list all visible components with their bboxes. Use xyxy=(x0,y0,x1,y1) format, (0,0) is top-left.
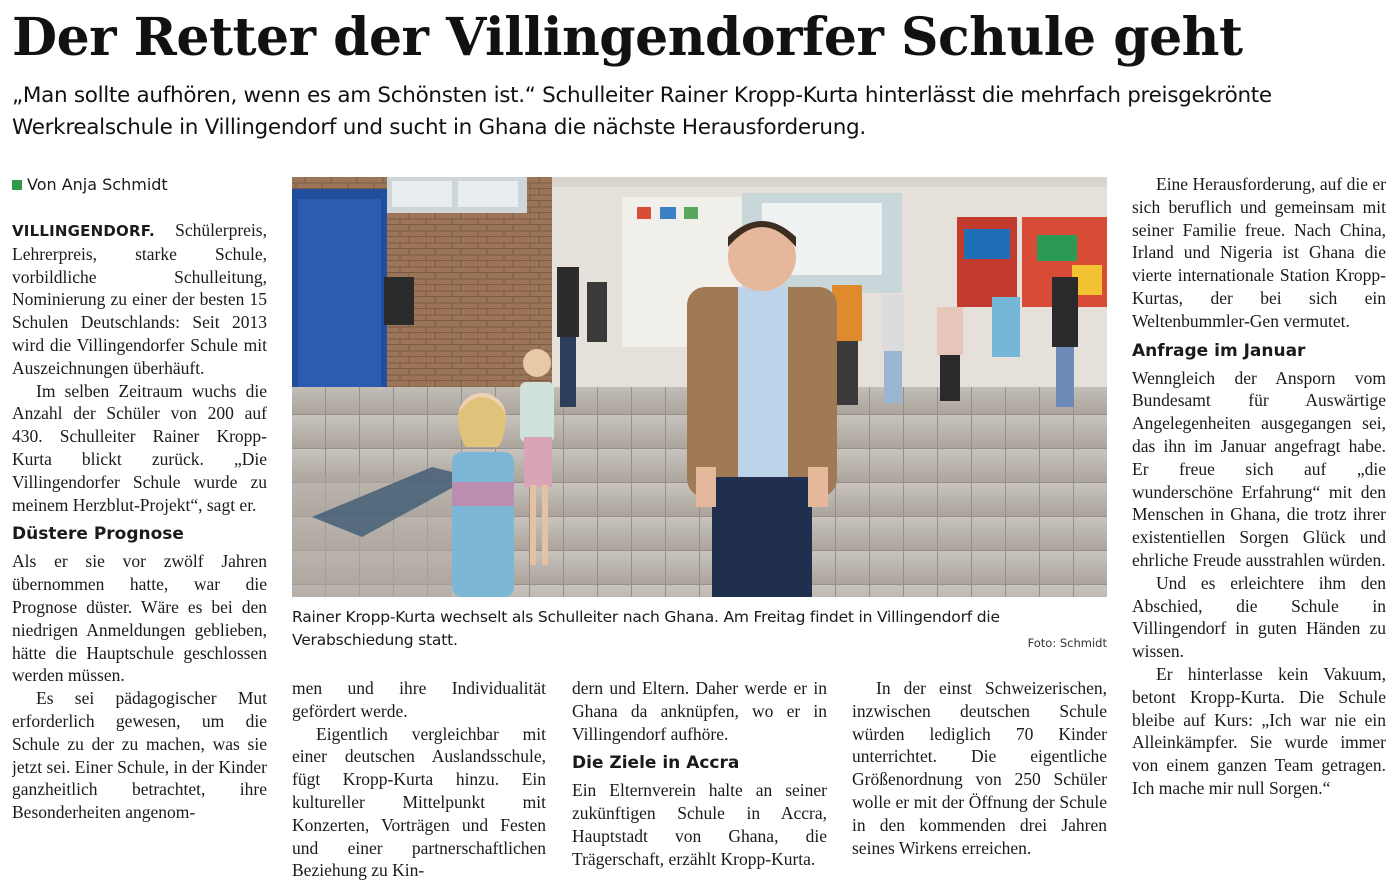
column-5 xyxy=(1132,173,1386,887)
col1-paragraph-2: Im selben Zeitraum wuchs die Anzahl der Schüler von 200 auf 430. Schulleiter Rainer Kropp-Kurta blickt zurück. „Die Villingendorfer Schule wurde zu meinem Herzblut-Projekt“, sagt er. xyxy=(12,380,267,515)
col1-paragraph-4: Es sei pädagogischer Mut erforderlich gewesen, um die Schule zu der zu machen, was sie jetzt sei. Einer Schule, in der Kinder ganzheitlich betrachtet, ihre Besonderheiten angenom- xyxy=(12,688,267,823)
col2-paragraph-2: Eigentlich vergleichbar mit einer deutschen Auslandsschule, fügt Kropp-Kurta hinzu. Ein kultureller Mittelpunkt mit Konzerten, Vorträgen und Festen und einer partnerschaftlichen Beziehung zu Kin- xyxy=(292,723,546,881)
subheading-die-ziele-in-accra: Die Ziele in Accra xyxy=(572,753,740,774)
column-1 xyxy=(12,219,267,885)
col5-paragraph-3: Und es erleichtere ihm den Abschied, die Schule in Villingendorf in guten Händen zu wissen. xyxy=(1132,572,1386,662)
article-photo xyxy=(292,177,1107,597)
subheading-anfrage-im-januar: Anfrage im Januar xyxy=(1132,340,1306,361)
byline xyxy=(12,174,272,196)
col1-paragraph-3: Als er sie vor zwölf Jahren übernommen hatte, war die Prognose düster. Wäre es bei den niedrigen Anmeldungen geblieben, hätte die Hauptschule geschlossen werden müssen. xyxy=(12,551,267,686)
column-4 xyxy=(852,677,1107,887)
col3-paragraph-1: dern und Eltern. Daher werde er in Ghana da anknüpfen, wo er in Villingendorf aufhöre. xyxy=(572,678,827,744)
subheading-duestere-prognose: Düstere Prognose xyxy=(12,524,184,545)
col3-paragraph-2: Ein Elternverein halte an seiner zukünftigen Schule in Accra, Hauptstadt von Ghana, die Trägerschaft, erzählt Kropp-Kurta. xyxy=(572,780,827,869)
col1-p1-text: Schülerpreis, Lehrerpreis, starke Schule, vorbildliche Schulleitung, Nominierung zu einer der besten 15 Schulen Deutschlands: Seit 2013 wird die Villingendorfer Schule mit Auszeichnungen überhäuft. xyxy=(12,220,267,378)
col1-paragraph-1 xyxy=(12,219,267,380)
photo-credit: Foto: Schmidt xyxy=(1027,636,1107,650)
byline-marker-icon xyxy=(12,180,22,190)
photo-caption: Rainer Kropp-Kurta wechselt als Schulleiter nach Ghana. Am Freitag findet in Villingendorf die Verabschiedung statt. xyxy=(292,608,1000,649)
subheadline: „Man sollte aufhören, wenn es am Schönsten ist.“ Schulleiter Rainer Kropp-Kurta hinterlässt die mehrfach preisgekrönte Werkrealschule in Villingendorf und sucht in Ghana die nächste Herausforderung. xyxy=(12,83,1272,140)
column-3 xyxy=(572,677,827,887)
col5-paragraph-2: Wenngleich der Ansporn vom Bundesamt für Auswärtige Angelegenheiten ausgegangen sei, das ihn im Januar angefragt habe. Er freue sich auf „die wunderschöne Erfahrung“ mit den Menschen in Ghana, die trotz ihrer existentiellen Sorgen Glück und ehrliche Freude ausstrahlen würden. xyxy=(1132,367,1386,570)
col4-paragraph-1: In der einst Schweizerischen, inzwischen deutschen Schule würden lediglich 70 Kinder unterrichtet. Die eigentliche Größenordnung von 250 Schüler wolle er mit der Öffnung der Schule in den kommenden drei Jahren seines Wirkens erreichen. xyxy=(852,678,1107,858)
col5-paragraph-1: Eine Herausforderung, auf die er sich beruflich und gemeinsam mit seiner Familie freue. Nach China, Irland und Nigeria ist Ghana die vierte internationale Station Kropp-Kurtas, der bei sich ein Weltenbummler-Gen vermutet. xyxy=(1132,174,1386,331)
col5-paragraph-4: Er hinterlasse kein Vakuum, betont Kropp-Kurta. Die Schule bleibe auf Kurs: „Ich war nie ein Alleinkämpfer. Sie wurde immer von einem ganzen Team getragen. Ich mache mir null Sorgen.“ xyxy=(1132,663,1386,798)
col2-paragraph-1: men und ihre Individualität gefördert werde. xyxy=(292,678,546,721)
dateline: VILLINGENDORF. xyxy=(12,222,155,240)
byline-text: Von Anja Schmidt xyxy=(27,175,168,194)
column-2 xyxy=(292,677,546,887)
headline: Der Retter der Villingendorfer Schule geht xyxy=(12,7,1243,68)
school-courtyard-photo xyxy=(292,177,1107,597)
